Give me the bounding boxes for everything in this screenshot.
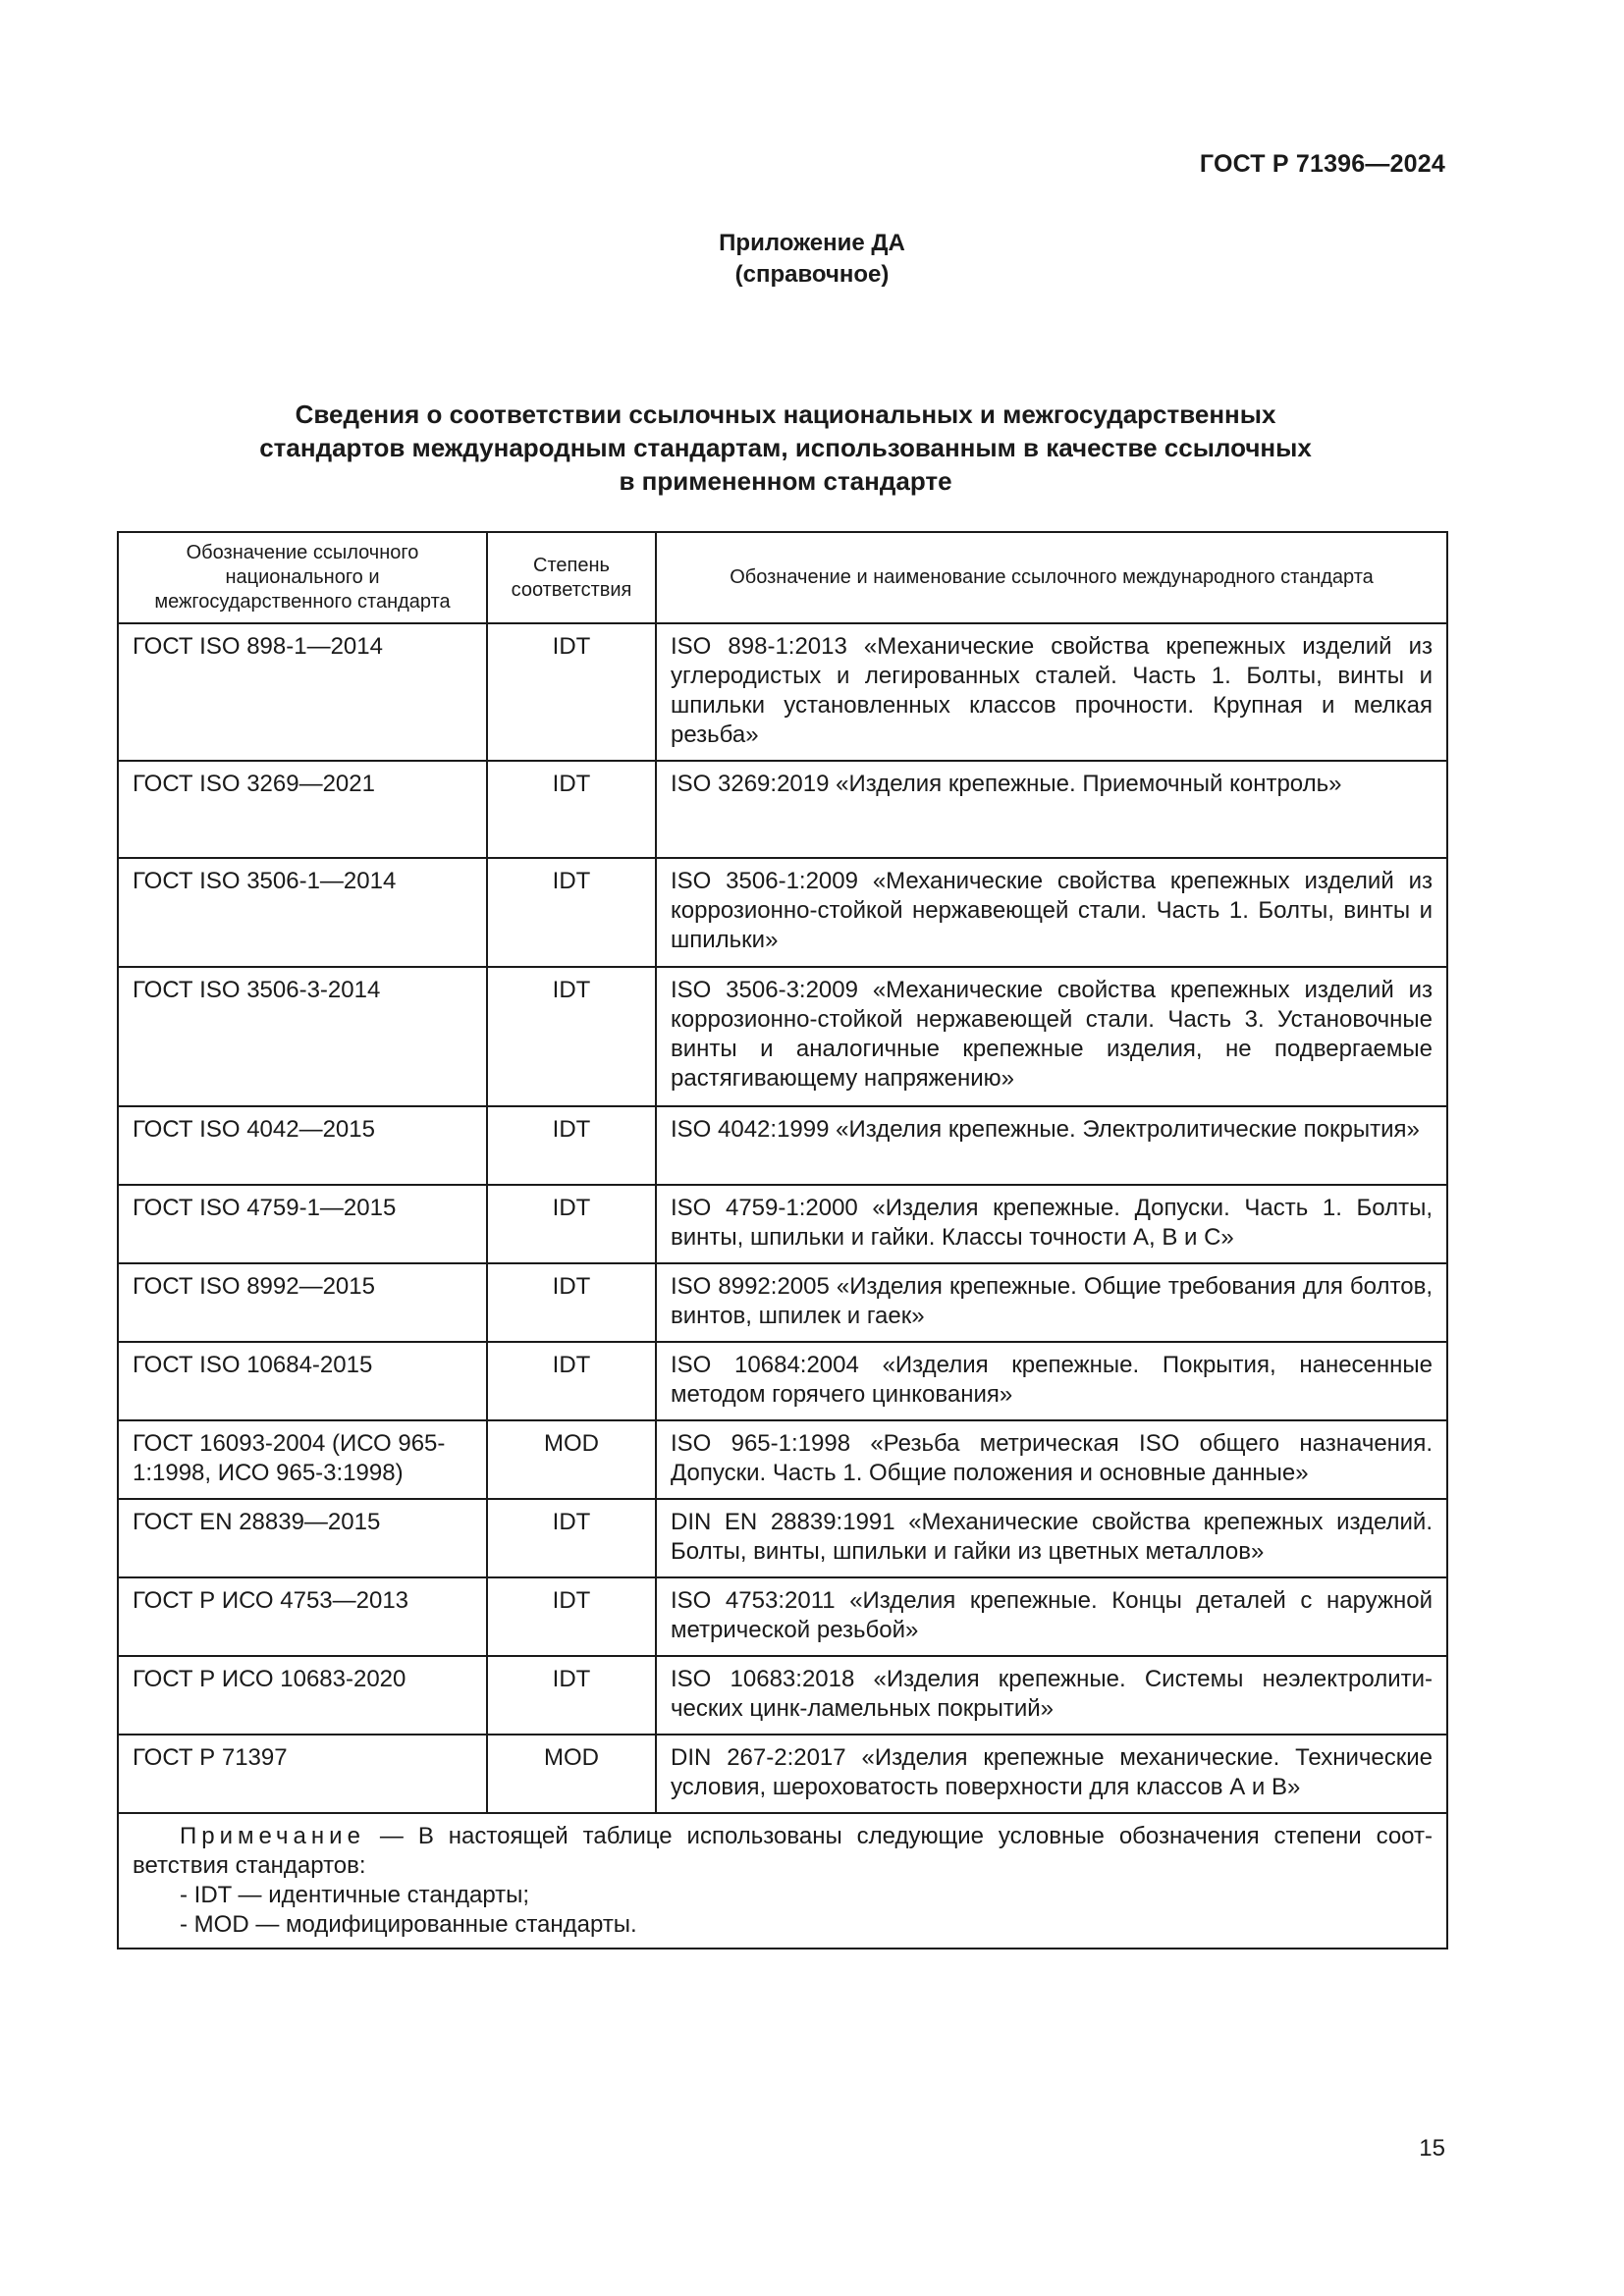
cell-degree: IDT (487, 1656, 656, 1735)
cell-intl-standard: ISO 3506-3:2009 «Механические свойства крепежных изделий из коррозионно-стойкой нержавеющей стали. Часть 3. Установочные винты и аналогичные крепежные изделия, не подвергаемые растягивающему напряжению» (656, 967, 1447, 1106)
table-row (118, 761, 1447, 858)
section-title-line: в примененном стандарте (619, 466, 952, 496)
table-header-row (118, 532, 1447, 623)
cell-intl-standard: DIN EN 28839:1991 «Механические свойства крепежных изделий. Болты, винты, шпильки и гайки из цветных металлов» (656, 1499, 1447, 1577)
cell-degree: IDT (487, 858, 656, 967)
cell-gost: ГОСТ ISO 898-1—2014 (118, 623, 487, 761)
cell-gost: ГОСТ ISO 3506-3-2014 (118, 967, 487, 1106)
cell-intl-standard: ISO 4759-1:2000 «Изделия крепежные. Допуски. Часть 1. Болты, винты, шпильки и гайки. Классы точности А, В и С» (656, 1185, 1447, 1263)
header-international-standard: Обозначение и наименование ссылочного международного стандарта (656, 532, 1447, 623)
note-label: Примечание (180, 1823, 365, 1849)
cell-intl-standard: ISO 4042:1999 «Изделия крепежные. Электролитические покрытия» (656, 1106, 1447, 1185)
cell-intl-standard: ISO 4753:2011 «Изделия крепежные. Концы деталей с наружной метрической резьбой» (656, 1577, 1447, 1656)
cell-gost: ГОСТ EN 28839—2015 (118, 1499, 487, 1577)
cell-degree: IDT (487, 1499, 656, 1577)
cell-intl-standard: ISO 3506-1:2009 «Механические свойства крепежных изделий из коррозионно-стойкой нержавеющей стали. Часть 1. Болты, винты и шпильки» (656, 858, 1447, 967)
note-text: — В настоящей таблице использованы следующие условные обозначения степени соответствия стандартов: (133, 1823, 1433, 1879)
note-list-item: - MOD — модифицированные стандарты. (180, 1911, 637, 1938)
cell-degree: MOD (487, 1735, 656, 1813)
cell-degree: MOD (487, 1420, 656, 1499)
table-row (118, 1342, 1447, 1420)
section-title-line: Сведения о соответствии ссылочных национальных и межгосударственных (295, 400, 1276, 429)
cell-intl-standard: ISO 10683:2018 «Изделия крепежные. Системы неэлектролитических цинк-ламельных покрытий» (656, 1656, 1447, 1735)
table-row (118, 623, 1447, 761)
cell-intl-standard: ISO 898-1:2013 «Механические свойства крепежных изделий из углеродистых и легированных сталей. Часть 1. Болты, винты и шпильки установленных классов прочности. Крупная и мелкая резьба» (656, 623, 1447, 761)
cell-intl-standard: ISO 965-1:1998 «Резьба метрическая ISO общего назначения. Допуски. Часть 1. Общие положения и основные данные» (656, 1420, 1447, 1499)
appendix-heading (0, 228, 1624, 291)
cell-gost: ГОСТ ISO 4759-1—2015 (118, 1185, 487, 1263)
cell-degree: IDT (487, 761, 656, 858)
appendix-title: Приложение ДА (719, 230, 905, 256)
header-national-standard: Обозначение ссылочного национального и межгосударственного стандарта (118, 532, 487, 623)
table-row (118, 1420, 1447, 1499)
cell-gost: ГОСТ ISO 8992—2015 (118, 1263, 487, 1342)
cell-gost: ГОСТ Р ИСО 10683-2020 (118, 1656, 487, 1735)
cell-gost: ГОСТ ISO 3506-1—2014 (118, 858, 487, 967)
cell-gost: ГОСТ ISO 10684-2015 (118, 1342, 487, 1420)
table-row (118, 1577, 1447, 1656)
cell-gost: ГОСТ ISO 3269—2021 (118, 761, 487, 858)
table-row (118, 1735, 1447, 1813)
cell-degree: IDT (487, 623, 656, 761)
cell-degree: IDT (487, 1263, 656, 1342)
table-note (118, 1813, 1447, 1949)
table-row (118, 1106, 1447, 1185)
table-row (118, 1499, 1447, 1577)
cell-intl-standard: ISO 8992:2005 «Изделия крепежные. Общие требования для болтов, винтов, шпилек и гаек» (656, 1263, 1447, 1342)
cell-gost: ГОСТ Р 71397 (118, 1735, 487, 1813)
header-degree: Степень соответствия (487, 532, 656, 623)
note-list-item: - IDT — идентичные стандарты; (180, 1882, 530, 1908)
table-row (118, 1263, 1447, 1342)
table-row (118, 1656, 1447, 1735)
table-row (118, 858, 1447, 967)
reference-standards-table (117, 531, 1448, 1949)
section-title (216, 398, 1355, 498)
cell-gost: ГОСТ 16093-2004 (ИСО 965-1:1998, ИСО 965-3:1998) (118, 1420, 487, 1499)
section-title-line: стандартов международным стандартам, использованным в качестве ссылочных (259, 433, 1312, 462)
cell-gost: ГОСТ Р ИСО 4753—2013 (118, 1577, 487, 1656)
cell-degree: IDT (487, 1342, 656, 1420)
appendix-subtitle: (справочное) (734, 261, 890, 288)
cell-gost: ГОСТ ISO 4042—2015 (118, 1106, 487, 1185)
table-row (118, 967, 1447, 1106)
cell-degree: IDT (487, 967, 656, 1106)
table-row (118, 1185, 1447, 1263)
page-number: 15 (1419, 2135, 1445, 2162)
document-code: ГОСТ Р 71396—2024 (1199, 150, 1445, 178)
cell-degree: IDT (487, 1106, 656, 1185)
table-note-row (118, 1813, 1447, 1949)
cell-intl-standard: ISO 10684:2004 «Изделия крепежные. Покрытия, нанесенные методом горячего цинкования» (656, 1342, 1447, 1420)
cell-intl-standard: DIN 267-2:2017 «Изделия крепежные механические. Технические условия, шероховатость поверхности для классов А и В» (656, 1735, 1447, 1813)
cell-degree: IDT (487, 1577, 656, 1656)
note-paragraph (133, 1822, 1433, 1881)
cell-degree: IDT (487, 1185, 656, 1263)
cell-intl-standard: ISO 3269:2019 «Изделия крепежные. Приемочный контроль» (656, 761, 1447, 858)
